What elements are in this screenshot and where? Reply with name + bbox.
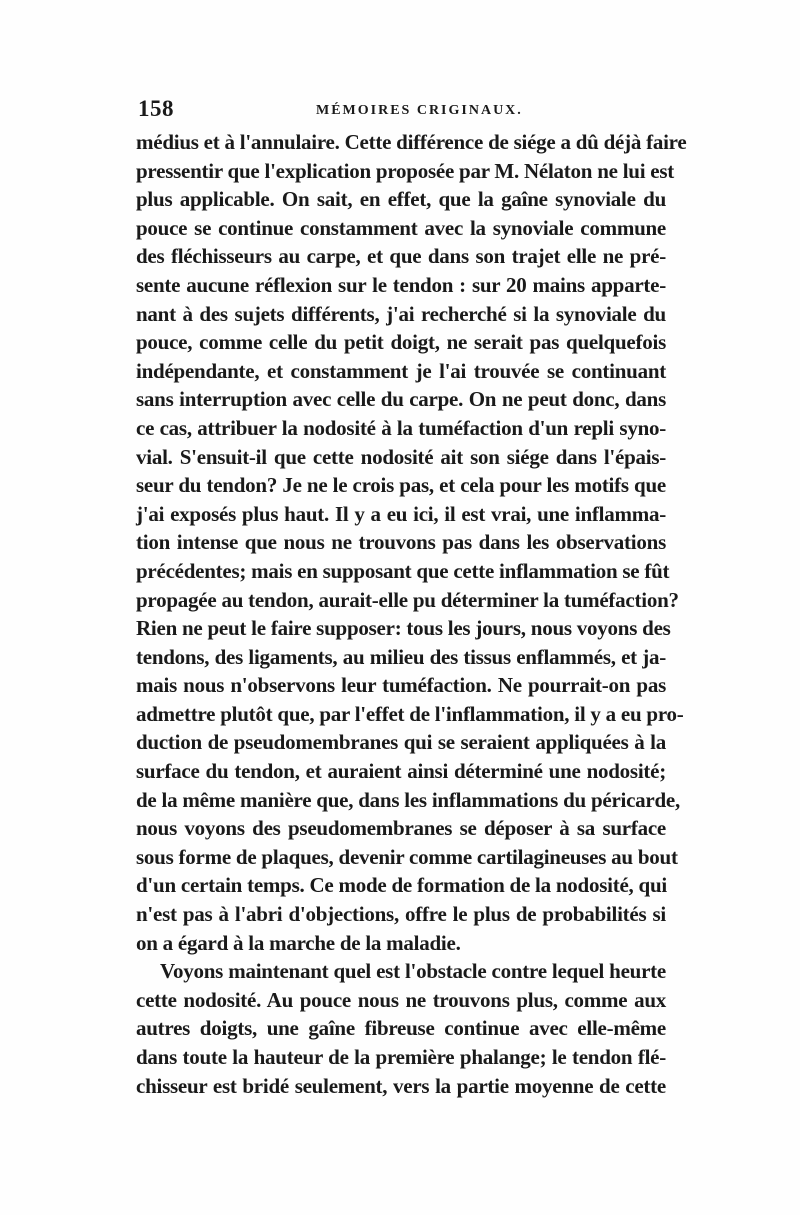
text-line: nant à des sujets différents, j'ai recherché si la synoviale du — [136, 301, 666, 326]
text-line: Rien ne peut le faire supposer: tous les jours, nous voyons des — [136, 616, 671, 641]
text-line: autres doigts, une gaîne fibreuse continue avec elle-même — [136, 1016, 666, 1041]
running-head — [138, 96, 666, 126]
text-line: des fléchisseurs au carpe, et que dans son trajet elle ne pré- — [136, 244, 666, 269]
page-number: 158 — [138, 96, 174, 121]
text-line: médius et à l'annulaire. Cette différence de siége a dû déjà faire — [136, 130, 687, 154]
text-line: cette nodosité. Au pouce nous ne trouvons plus, comme aux — [136, 987, 666, 1012]
text-line: sous forme de plaques, devenir comme cartilagineuses au bout — [136, 844, 678, 869]
text-line: de la même manière que, dans les inflammations du péricarde, — [136, 787, 681, 812]
text-line: sente aucune réflexion sur le tendon : sur 20 mains apparte- — [136, 272, 666, 297]
text-line: indépendante, et constamment je l'ai trouvée se continuant — [136, 358, 666, 383]
text-line: j'ai exposés plus haut. Il y a eu ici, il est vrai, une inflamma- — [136, 501, 666, 526]
text-line: tion intense que nous ne trouvons pas dans les observations — [136, 530, 666, 555]
text-line: pressentir que l'explication proposée par M. Nélaton ne lui est — [136, 158, 675, 183]
running-title: MÉMOIRES CRIGINAUX. — [316, 103, 523, 118]
text-line: seur du tendon? Je ne le crois pas, et cela pour les motifs que — [136, 473, 666, 498]
text-line: dans toute la hauteur de la première phalange; le tendon flé- — [136, 1045, 666, 1069]
text-line: tendons, des ligaments, au milieu des tissus enflammés, et ja- — [136, 644, 666, 669]
text-line: pouce, comme celle du petit doigt, ne serait pas quelquefois — [136, 330, 666, 355]
paragraph-start-line: Voyons maintenant quel est l'obstacle contre lequel heurte — [160, 959, 666, 984]
text-line: sans interruption avec celle du carpe. On ne peut donc, dans — [136, 387, 666, 412]
text-line: n'est pas à l'abri d'objections, offre le plus de probabilités si — [136, 902, 666, 927]
text-line: duction de pseudomembranes qui se seraient appliquées à la — [136, 730, 666, 755]
text-line: surface du tendon, et auraient ainsi déterminé une nodosité; — [136, 759, 666, 784]
body-text — [136, 128, 687, 1100]
text-line: ce cas, attribuer la nodosité à la tuméfaction d'un repli syno- — [136, 415, 666, 440]
text-line: d'un certain temps. Ce mode de formation de la nodosité, qui — [136, 873, 667, 898]
text-line: nous voyons des pseudomembranes se déposer à sa surface — [136, 816, 666, 841]
text-line: pouce se continue constamment avec la synoviale commune — [136, 215, 666, 240]
paragraph-end-line: on a égard à la marche de la maladie. — [136, 930, 461, 955]
text-line: propagée au tendon, aurait-elle pu déterminer la tuméfaction? — [136, 587, 679, 612]
text-line: plus applicable. On sait, en effet, que la gaîne synoviale du — [136, 187, 666, 212]
text-line: vial. S'ensuit-il que cette nodosité ait son siége dans l'épais- — [136, 444, 666, 469]
text-line: précédentes; mais en supposant que cette inflammation se fût — [136, 558, 670, 583]
text-line: chisseur est bridé seulement, vers la partie moyenne de cette — [136, 1073, 666, 1098]
text-line: mais nous n'observons leur tuméfaction. Ne pourrait-on pas — [136, 673, 666, 698]
text-line: admettre plutôt que, par l'effet de l'inflammation, il y a eu pro- — [136, 701, 684, 726]
